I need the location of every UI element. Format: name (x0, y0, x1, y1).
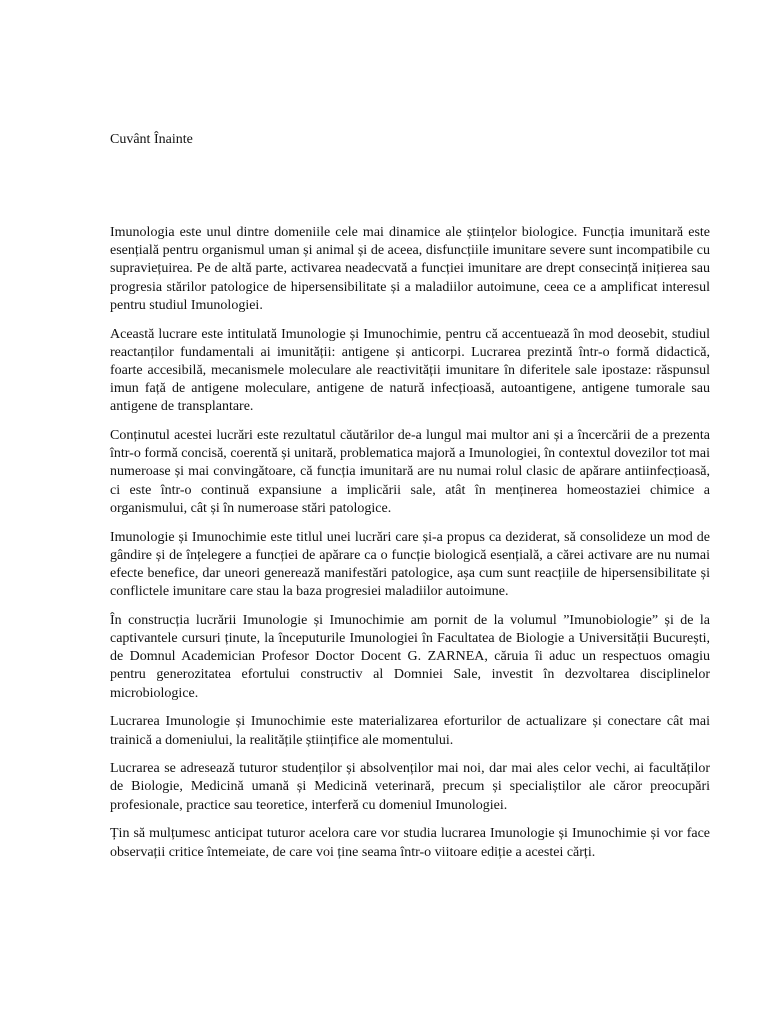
paragraph: Lucrarea Imunologie și Imunochimie este materializarea eforturilor de actualizare și conectare cât mai trainică a domeniului, la realitățile științifice ale momentului. (110, 714, 710, 748)
paragraph: În construcția lucrării Imunologie și Imunochimie am pornit de la volumul ”Imunobiologie” și de la captivantele cursuri ținute, la începuturile Imunologiei în Facultatea de Biologie a Universității București, de Domnul Academician Profesor Doctor Docent G. ZARNEA, căruia îi aduc un respectuos omagiu pentru generozitatea efortului constructiv al Domniei Sale, investit în dezvoltarea disciplinelor microbiologice. (110, 612, 710, 701)
paragraph: Imunologie și Imunochimie este titlul unei lucrări care și-a propus ca deziderat, să consolideze un mod de gândire și de înțelegere a funcției de apărare ca o funcție biologică esențială, a cărei activare are nu numai efecte benefice, dar uneori generează manifestări patologice, așa cum sunt reacțiile de hipersensibilitate și conflictele imunitare care stau la baza progresiei maladiilor autoimune. (110, 529, 710, 600)
paragraph: Țin să mulțumesc anticipat tuturor acelora care vor studia lucrarea Imunologie și Imunochimie și vor face observații critice întemeiate, de care voi ține seama într-o viitoare ediție a acestei cărți. (110, 826, 710, 860)
document-body (110, 224, 710, 872)
paragraph: Conținutul acestei lucrări este rezultatul căutărilor de-a lungul mai multor ani și a încercării de a prezenta într-o formă concisă, coerentă și unitară, problematica majoră a Imunologiei, în contextul dovezilor tot mai numeroase și mai convingătoare, că funcția imunitară are nu numai rolul clasic de apărare antiinfecțioasă, ci este într-o continuă expansiune a implicării sale, atât în menținerea homeostaziei chimice a organismului, cât și în numeroase stări patologice. (110, 428, 710, 516)
paragraph: Lucrarea se adresează tuturor studenților și absolvenților mai noi, dar mai ales celor vechi, ai facultăților de Biologie, Medicină umană și Medicină veterinară, precum și specialiștilor ale căror preocupări profesionale, practice sau teoretice, interferă cu domeniul Imunologiei. (110, 761, 710, 813)
paragraph: Imunologia este unul dintre domeniile cele mai dinamice ale științelor biologice. Funcția imunitară este esențială pentru organismul uman și animal și de aceea, disfuncțiile imunitare severe sunt incompatibile cu supraviețuirea. Pe de altă parte, activarea neadecvată a funcției imunitare are drept consecință inițierea sau progresia stărilor patologice de hipersensibilitate și a maladiilor autoimune, ceea ce a amplificat interesul pentru studiul Imunologiei. (110, 225, 710, 313)
page-title: Cuvânt Înainte (110, 132, 193, 147)
paragraph: Această lucrare este intitulată Imunologie și Imunochimie, pentru că accentuează în mod deosebit, studiul reactanților fundamentali ai imunității: antigene și anticorpi. Lucrarea prezintă într-o formă didactică, foarte accesibilă, mecanismele moleculare ale reactivității imunitare în diferitele sale ipostaze: răspunsul imun față de antigene moleculare, antigene de natură infecțioasă, autoantigene, antigene tumorale sau antigene de transplantare. (110, 326, 710, 415)
